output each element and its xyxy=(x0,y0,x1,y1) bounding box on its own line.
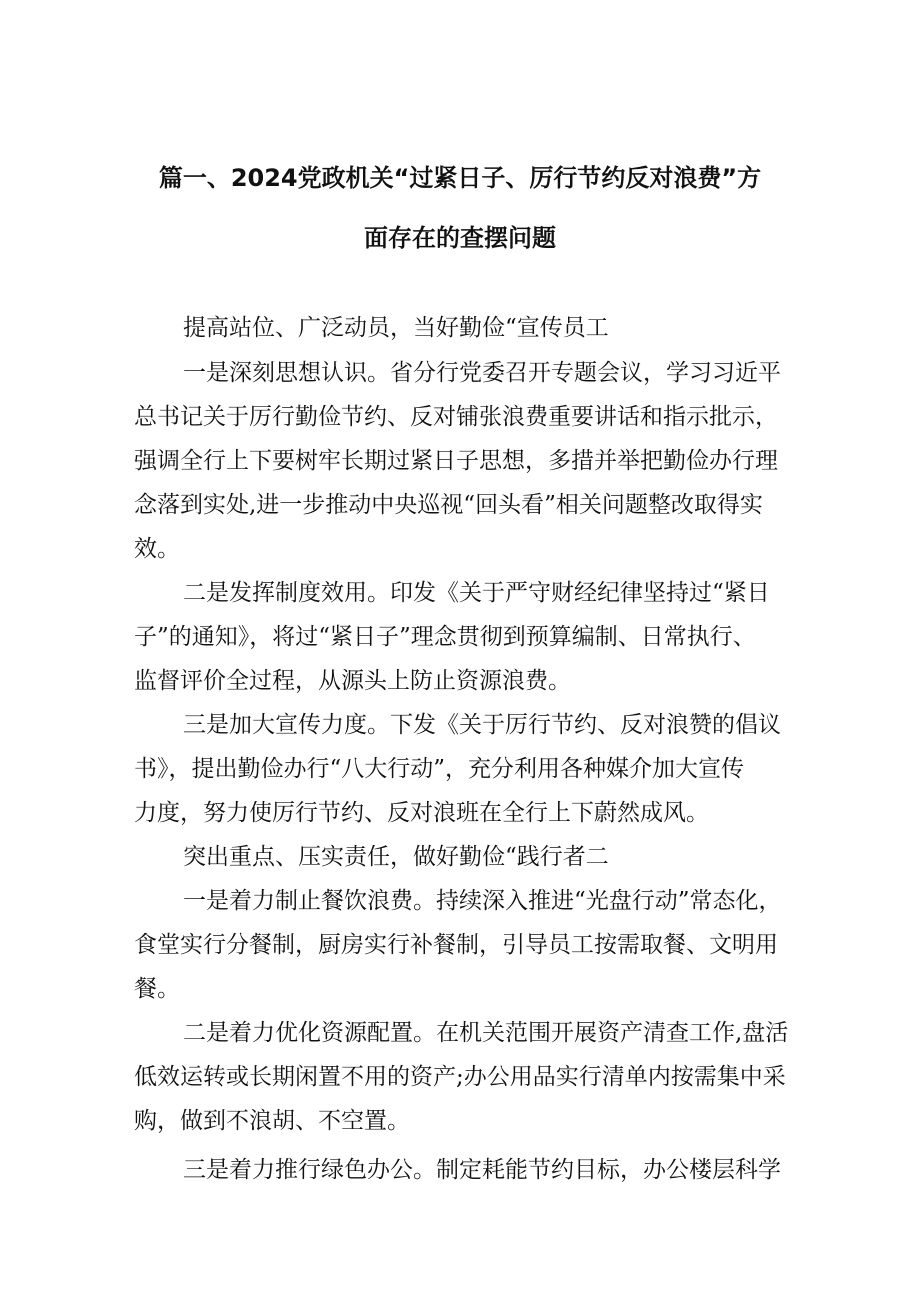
section-heading-2: 突出重点、压实责任，做好勤俭“践行者二 xyxy=(183,844,609,870)
paragraph-line: 食堂实行分餐制，厨房实行补餐制，引导员工按需取餐、文明用 xyxy=(134,932,778,958)
paragraph-line: 二是发挥制度效用。印发《关于严守财经纪律坚持过“紧日 xyxy=(183,580,770,606)
paragraph-line: 餐。 xyxy=(134,976,180,1002)
paragraph-line: 低效运转或长期闲置不用的资产;办公用品实行清单内按需集中采 xyxy=(134,1064,786,1090)
paragraph-line: 力度，努力使厉行节约、反对浪班在全行上下蔚然成风。 xyxy=(134,800,709,826)
paragraph-line: 一是着力制止餐饮浪费。持续深入推进“光盘行动”常态化， xyxy=(183,888,782,914)
paragraph-line: 书》，提出勤俭办行“八大行动”，充分利用各种媒介加大宣传 xyxy=(134,756,745,782)
paragraph-line: 一是深刻思想认识。省分行党委召开专题会议，学习习近平 xyxy=(183,360,781,386)
paragraph-line: 三是着力推行绿色办公。制定耗能节约目标，办公楼层科学 xyxy=(183,1157,781,1183)
section-heading-1: 提高站位、广泛动员，当好勤俭“宣传员工 xyxy=(183,315,609,341)
paragraph-line: 总书记关于厉行勤俭节约、反对铺张浪费重要讲话和指示批示， xyxy=(134,404,778,430)
paragraph-line: 强调全行上下要树牢长期过紧日子思想，多措并举把勤俭办行理 xyxy=(134,448,778,474)
paragraph-line: 三是加大宣传力度。下发《关于厉行节约、反对浪赞的倡议 xyxy=(183,712,781,738)
document-title-line-2: 面存在的查摆问题 xyxy=(364,224,556,252)
paragraph-line: 效。 xyxy=(134,536,180,562)
paragraph-line: 子”的通知》，将过“紧日子”理念贯彻到预算编制、日常执行、 xyxy=(134,624,756,650)
paragraph-line: 二是着力优化资源配置。在机关范围开展资产清查工作,盘活 xyxy=(183,1020,789,1046)
document-title-line-1: 篇一、2024党政机关“过紧日子、厉行节约反对浪费”方 xyxy=(158,164,762,192)
paragraph-line: 念落到实处,进一步推动中央巡视“回头看”相关问题整改取得实 xyxy=(134,492,763,518)
paragraph-line: 购，做到不浪胡、不空置。 xyxy=(134,1108,410,1134)
paragraph-line: 监督评价全过程，从源头上防止资源浪费。 xyxy=(134,668,571,694)
